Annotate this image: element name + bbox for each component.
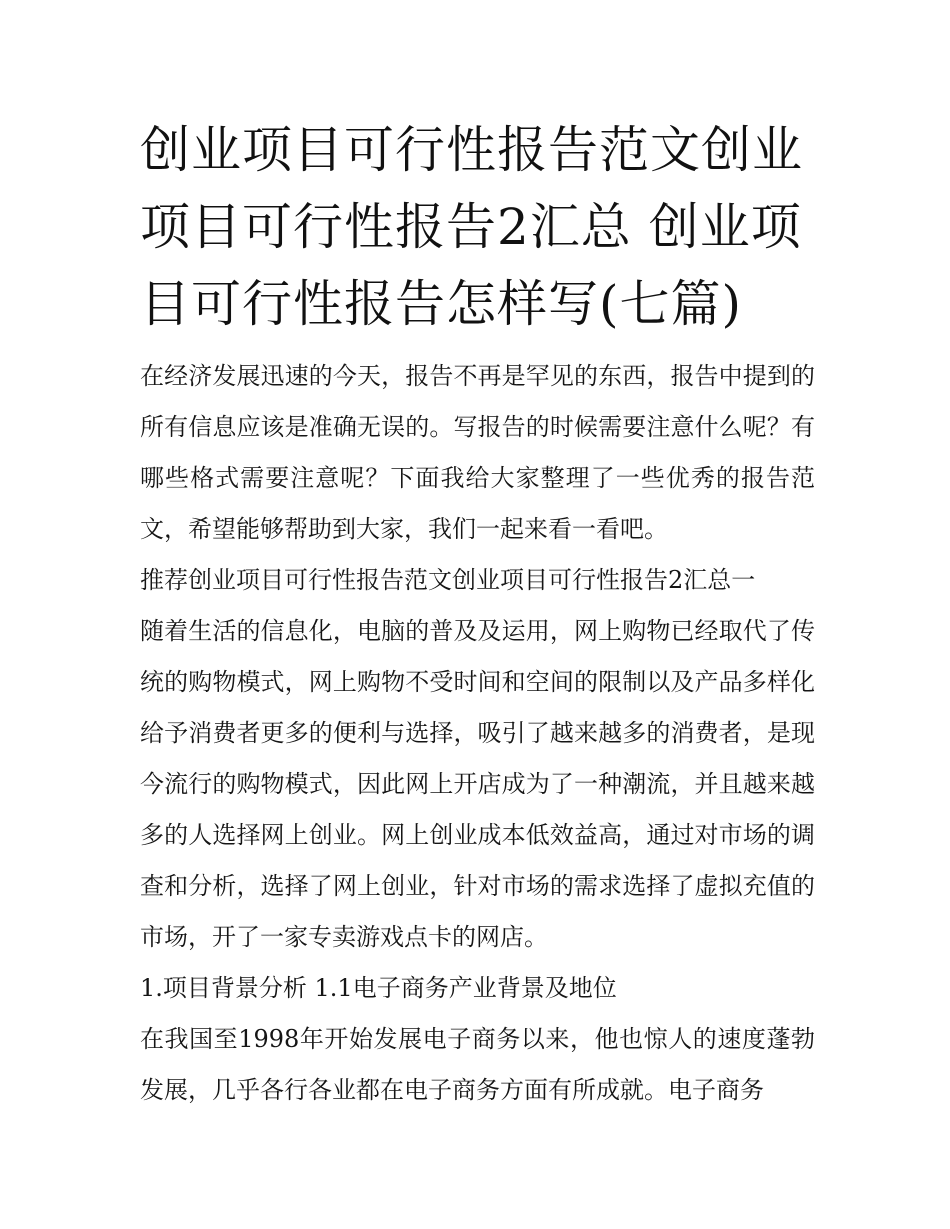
intro-paragraph: 在经济发展迅速的今天，报告不再是罕见的东西，报告中提到的所有信息应该是准确无误的。写报告的时候需要注意什么呢？有哪些格式需要注意呢？下面我给大家整理了一些优秀的报告范文，希望能够帮助到大家，我们一起来看一看吧。 [140, 362, 815, 543]
body-paragraph: 随着生活的信息化，电脑的普及及运用，网上购物已经取代了传统的购物模式，网上购物不受时间和空间的限制以及产品多样化给予消费者更多的便利与选择，吸引了越来越多的消费者，是现今流行的购物模式，因此网上开店成为了一种潮流，并且越来越多的人选择网上创业。网上创业成本低效益高，通过对市场的调查和分析，选择了网上创业，针对市场的需求选择了虚拟充值的市场，开了一家专卖游戏点卡的网店。 [140, 617, 815, 951]
document-title: 创业项目可行性报告范文创业项目可行性报告2汇总 创业项目可行性报告怎样写(七篇) [140, 121, 803, 333]
body-paragraph: 在我国至1998年开始发展电子商务以来，他也惊人的速度蓬勃发展，几乎各行各业都在电子商务方面有所成就。电子商务 [140, 1025, 815, 1104]
section-heading-recommend: 推荐创业项目可行性报告范文创业项目可行性报告2汇总一 [140, 566, 756, 594]
document-body [140, 112, 815, 1116]
section-heading-background: 1.项目背景分析 1.1电子商务产业背景及地位 [140, 974, 617, 1002]
